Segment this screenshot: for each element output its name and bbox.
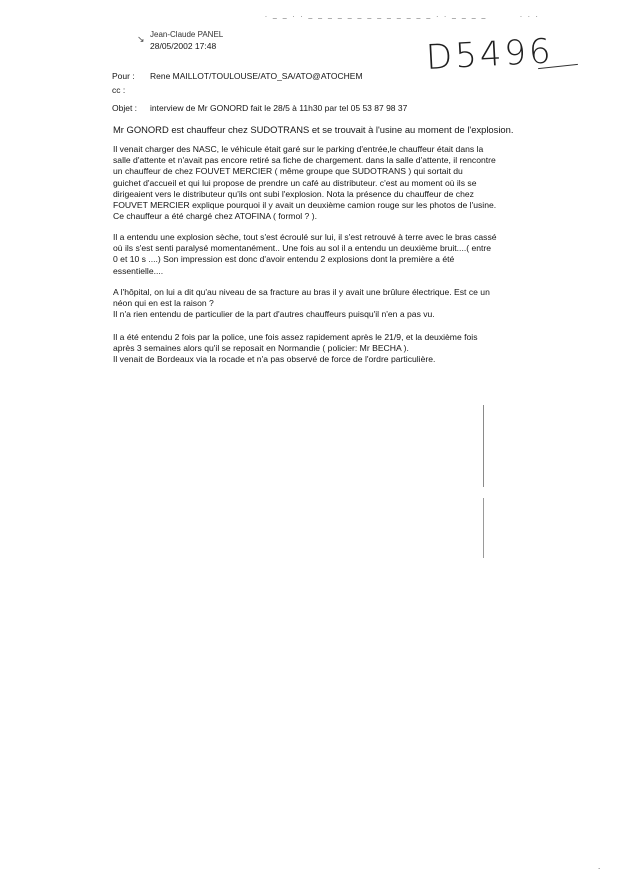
to-label: Pour : (112, 71, 135, 81)
body-lead: Mr GONORD est chauffeur chez SUDOTRANS et se trouvait à l'usine au moment de l'explosion. (113, 124, 514, 135)
sent-date: 28/05/2002 17:48 (150, 41, 217, 51)
scan-vertical-mark-lower (483, 498, 484, 558)
cc-label: cc : (112, 85, 126, 95)
subject-value: interview de Mr GONORD fait le 28/5 à 11h30 par tel 05 53 87 98 37 (150, 103, 408, 113)
arrow-icon: ↘ (137, 34, 145, 44)
paragraph-3: A l'hôpital, on lui a dit qu'au niveau de sa fracture au bras il y avait une brûlure électrique. Est ce un néon qui en est la raison ? Il n'a rien entendu de particulier de la part d'autres chauffeurs puisqu'il n'en a pas vu. (113, 287, 490, 320)
to-value: Rene MAILLOT/TOULOUSE/ATO_SA/ATO@ATOCHEM (150, 71, 363, 81)
scan-vertical-mark (483, 405, 484, 487)
paragraph-1: Il venait charger des NASC, le véhicule était garé sur le parking d'entrée,le chauffeur était dans la salle d'attente et n'avait pas encore retiré sa fiche de chargement. dans la salle d'attente, il rencontre un chauffeur de chez FOUVET MERCIER ( même groupe que SUDOTRANS ) qui sortait du guichet d'accueil et qui lui propose de prendre un café au distributeur. c'est au moment où ils se dirigeaient vers le distributeur qu'ils ont subi l'explosion. Nota la présence du chauffeur de chez FOUVET MERCIER explique pourquoi il y avait un deuxième camion rouge sur les photos de l'usine. Ce chauffeur a été chargé chez ATOFINA ( formol ? ). (113, 144, 497, 222)
paragraph-4: Il a été entendu 2 fois par la police, une fois assez rapidement après le 21/9, et la deuxième fois après 3 semaines alors qu'il se reposait en Normandie ( policier: Mr BECHA ). Il venait de Bordeaux via la rocade et n'a pas observé de force de l'ordre particulière. (113, 332, 478, 365)
sender-name: Jean-Claude PANEL (150, 30, 224, 39)
scan-artifact-dots-right: . . . (520, 12, 540, 19)
subject-label: Objet : (112, 103, 138, 113)
document-stamp: D5496 (425, 31, 555, 78)
scan-artifact-dots: . _ _ . . _ _ _ _ _ _ _ _ _ _ _ _ _ . . _ _ _ _ (265, 12, 488, 19)
paragraph-2: Il a entendu une explosion sèche, tout s'est écroulé sur lui, il s'est retrouvé à terre avec le bras cassé où ils s'est senti paralysé momentanément.. Une fois au sol il a entendu un deuxième bruit....( entre 0 et 10 s ....) Son impression est donc d'avoir entendu 2 explosions dont la première a été essentielle.... (113, 232, 497, 276)
scan-artifact-dot: . (598, 862, 601, 871)
